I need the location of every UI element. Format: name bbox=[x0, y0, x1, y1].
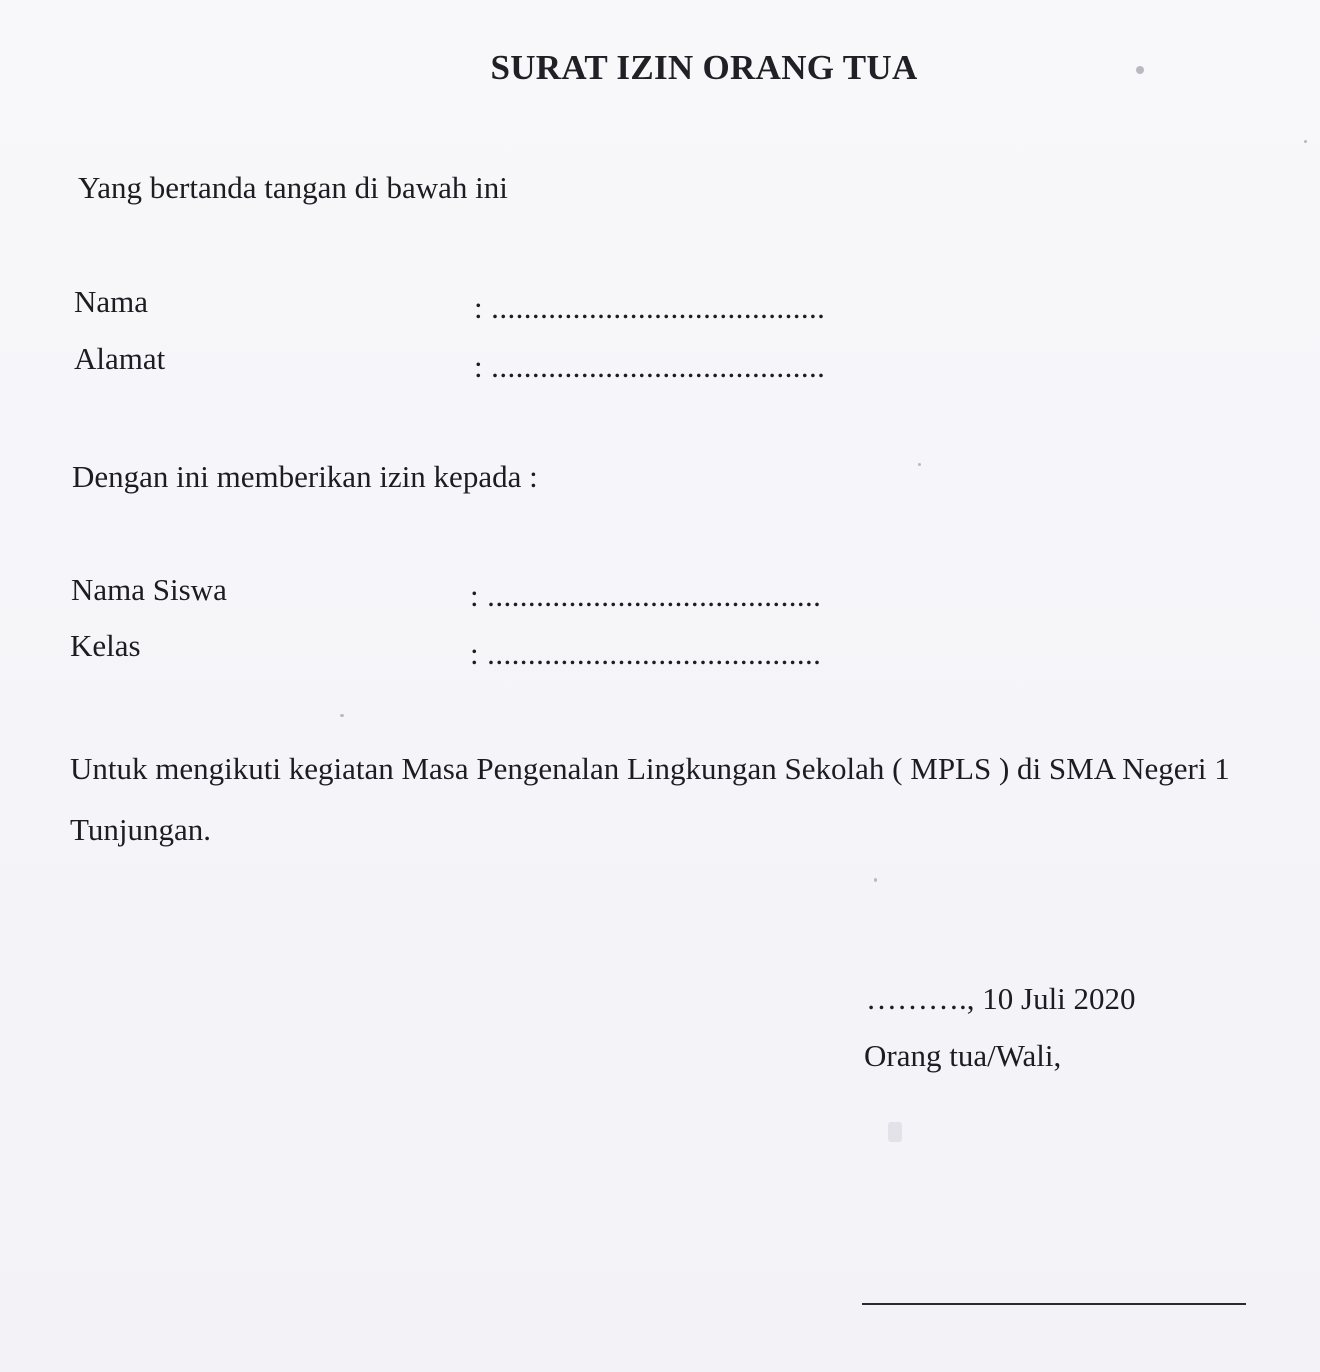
parent-name-field: : ......................................... bbox=[474, 290, 826, 325]
student-class-label: Kelas bbox=[70, 628, 141, 663]
scan-speck bbox=[874, 878, 877, 882]
permission-text: Dengan ini memberikan izin kepada : bbox=[72, 459, 538, 494]
scan-smudge bbox=[888, 1122, 902, 1142]
parent-name-label: Nama bbox=[74, 284, 149, 319]
signatory-label: Orang tua/Wali, bbox=[864, 1038, 1062, 1073]
signature-line bbox=[862, 1303, 1246, 1305]
scan-speck bbox=[340, 714, 344, 717]
document-title: SURAT IZIN ORANG TUA bbox=[490, 48, 918, 87]
student-name-field: : ......................................... bbox=[470, 578, 822, 613]
scan-speck bbox=[1304, 140, 1307, 143]
scan-speck bbox=[918, 463, 921, 466]
intro-text: Yang bertanda tangan di bawah ini bbox=[78, 170, 508, 205]
scan-speck bbox=[1136, 66, 1144, 74]
student-name-label: Nama Siswa bbox=[71, 572, 227, 607]
parent-address-field: : ......................................... bbox=[474, 349, 826, 384]
date-line: ………., 10 Juli 2020 bbox=[866, 981, 1136, 1016]
purpose-paragraph: Untuk mengikuti kegiatan Masa Pengenalan Lingkungan Sekolah ( MPLS ) di SMA Negeri 1 Tunjungan. bbox=[70, 751, 1230, 847]
student-class-field: : ......................................... bbox=[470, 636, 822, 671]
parent-address-label: Alamat bbox=[74, 341, 166, 376]
